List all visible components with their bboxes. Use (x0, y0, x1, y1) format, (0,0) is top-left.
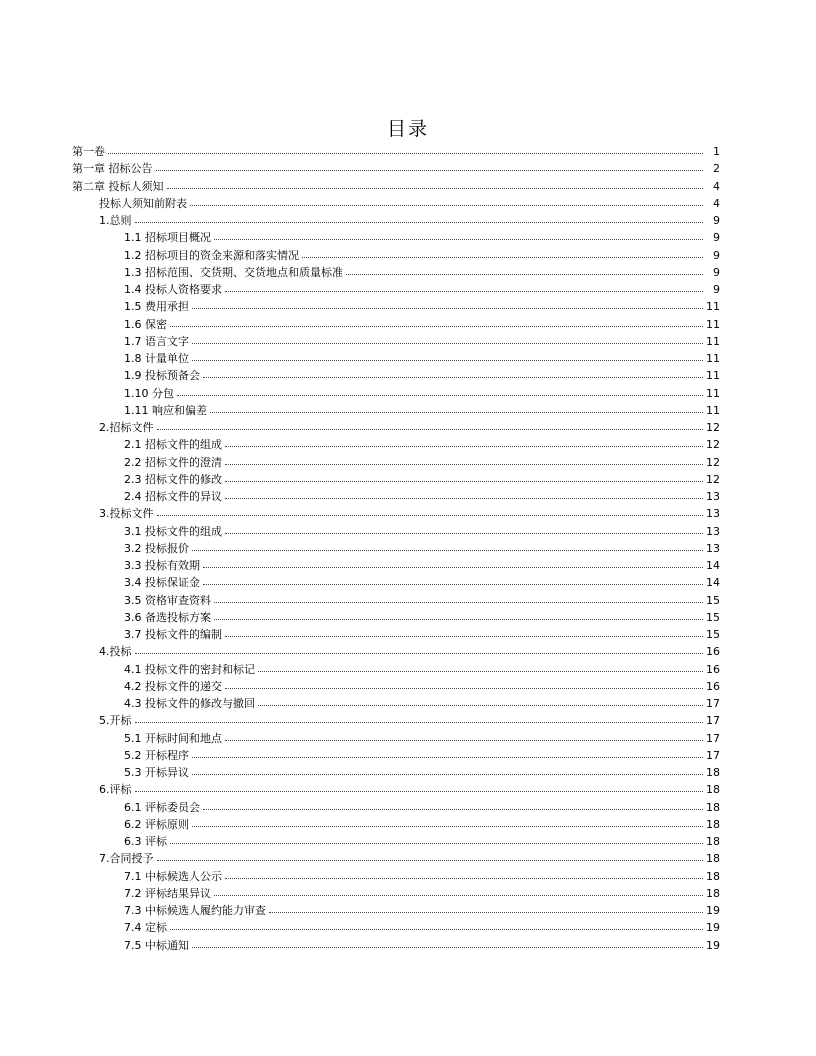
toc-entry-label: 7.2 评标结果异议 (124, 886, 211, 900)
toc-dot-leader (135, 713, 704, 723)
toc-dot-leader (135, 644, 704, 654)
toc-entry-page-number: 12 (706, 438, 720, 452)
toc-entry-page-number: 19 (706, 938, 720, 952)
toc-entry[interactable] (72, 212, 720, 229)
toc-dot-leader (225, 437, 703, 447)
toc-entry[interactable] (72, 540, 720, 557)
toc-entry-label: 1.5 费用承担 (124, 300, 189, 314)
toc-dot-leader (269, 903, 703, 913)
toc-entry-label: 5.开标 (99, 714, 132, 728)
toc-entry-page-number: 1 (713, 145, 720, 158)
toc-entry-label: 1.11 响应和偏差 (124, 403, 207, 417)
toc-dot-leader (157, 851, 704, 861)
toc-entry[interactable] (72, 229, 720, 246)
toc-entry-page-number: 9 (713, 214, 720, 227)
toc-entry[interactable] (72, 661, 720, 678)
toc-entry-page-number: 13 (706, 541, 720, 555)
toc-entry-page-number: 13 (706, 507, 720, 521)
toc-dot-leader (203, 368, 703, 378)
toc-entry-label: 4.1 投标文件的密封和标记 (124, 662, 255, 676)
toc-entry-page-number: 15 (706, 628, 720, 641)
toc-entry-page-number: 17 (706, 697, 720, 710)
toc-entry-label: 2.2 招标文件的澄清 (124, 455, 222, 469)
toc-entry-label: 3.投标文件 (99, 507, 154, 521)
toc-entry-page-number: 11 (706, 334, 720, 348)
toc-entry-page-number: 17 (706, 714, 720, 728)
toc-entry-label: 1.4 投标人资格要求 (124, 283, 222, 296)
toc-entry-page-number: 19 (706, 921, 720, 935)
toc-entry-label: 2.招标文件 (99, 421, 154, 434)
toc-entry-page-number: 11 (706, 352, 720, 365)
toc-dot-leader (302, 248, 703, 258)
toc-dot-leader (214, 886, 703, 896)
toc-entry-label: 4.投标 (99, 645, 132, 659)
toc-entry[interactable] (72, 557, 720, 574)
toc-entry-label: 2.3 招标文件的修改 (124, 472, 222, 486)
toc-entry-label: 6.1 评标委员会 (124, 800, 200, 814)
toc-dot-leader (157, 506, 704, 516)
toc-dot-leader (192, 299, 703, 309)
toc-entry[interactable] (72, 264, 720, 281)
toc-entry-page-number: 11 (706, 403, 720, 417)
toc-entry[interactable] (72, 695, 720, 712)
toc-entry[interactable] (72, 178, 720, 195)
toc-dot-leader (135, 213, 704, 223)
toc-entry-page-number: 4 (713, 179, 720, 193)
toc-entry-page-number: 16 (706, 645, 720, 659)
toc-entry[interactable] (72, 574, 720, 591)
toc-entry-label: 5.3 开标异议 (124, 766, 189, 779)
toc-entry-label: 7.1 中标候选人公示 (124, 869, 222, 883)
toc-entry-label: 7.5 中标通知 (124, 938, 189, 952)
toc-entry[interactable] (72, 471, 720, 488)
toc-dot-leader (157, 420, 704, 430)
toc-entry[interactable] (72, 505, 720, 522)
toc-entry[interactable] (72, 609, 720, 626)
toc-entry[interactable] (72, 937, 720, 954)
toc-entry-label: 6.2 评标原则 (124, 817, 189, 831)
toc-entry-page-number: 16 (706, 662, 720, 676)
toc-entry-label: 3.5 资格审查资料 (124, 593, 211, 607)
toc-entry[interactable] (72, 592, 720, 609)
toc-dot-leader (203, 575, 703, 585)
toc-entry[interactable] (72, 402, 720, 419)
toc-dot-leader (225, 455, 703, 465)
toc-entry[interactable] (72, 643, 720, 660)
toc-entry[interactable] (72, 488, 720, 505)
toc-entry[interactable] (72, 350, 720, 367)
toc-entry-page-number: 2 (713, 162, 720, 176)
toc-dot-leader (225, 627, 703, 637)
toc-entry[interactable] (72, 833, 720, 850)
toc-dot-leader (214, 593, 703, 603)
toc-entry[interactable] (72, 333, 720, 350)
toc-entry-page-number: 18 (706, 852, 720, 866)
toc-entry-label: 第一卷 (72, 145, 105, 158)
toc-entry-label: 6.评标 (99, 783, 132, 797)
toc-entry[interactable] (72, 419, 720, 436)
toc-entry-page-number: 12 (706, 472, 720, 486)
toc-entry-page-number: 14 (706, 559, 720, 572)
toc-entry-label: 3.2 投标报价 (124, 541, 189, 555)
toc-entry[interactable] (72, 367, 720, 384)
toc-entry[interactable] (72, 868, 720, 885)
toc-entry-label: 1.8 计量单位 (124, 352, 189, 365)
toc-entry[interactable] (72, 764, 720, 781)
toc-entry-page-number: 9 (713, 248, 720, 262)
toc-entry[interactable] (72, 160, 720, 177)
toc-entry-page-number: 11 (706, 369, 720, 383)
toc-dot-leader (192, 351, 703, 361)
toc-entry-page-number: 17 (706, 748, 720, 762)
toc-entry-label: 投标人须知前附表 (99, 196, 187, 210)
toc-dot-leader (225, 869, 703, 879)
toc-entry[interactable] (72, 195, 720, 212)
toc-entry-page-number: 13 (706, 524, 720, 538)
toc-dot-leader (210, 403, 703, 413)
toc-dot-leader (167, 179, 704, 189)
page-title: 目录 (386, 118, 429, 140)
toc-entry[interactable] (72, 454, 720, 471)
toc-entry-label: 1.9 投标预备会 (124, 369, 200, 383)
toc-entry[interactable] (72, 850, 720, 867)
toc-dot-leader (170, 920, 703, 930)
toc-entry-label: 7.4 定标 (124, 921, 167, 935)
toc-entry[interactable] (72, 902, 720, 919)
toc-dot-leader (258, 662, 703, 672)
toc-dot-leader (177, 386, 703, 396)
toc-entry-label: 6.3 评标 (124, 835, 167, 848)
toc-entry-page-number: 18 (706, 835, 720, 848)
toc-dot-leader (225, 731, 703, 741)
toc-entry-page-number: 14 (706, 576, 720, 590)
toc-entry-page-number: 13 (706, 490, 720, 503)
toc-dot-leader (192, 817, 703, 827)
toc-dot-leader (156, 161, 704, 171)
toc-entry-label: 2.4 招标文件的异议 (124, 490, 222, 503)
toc-entry[interactable] (72, 678, 720, 695)
toc-entry-label: 2.1 招标文件的组成 (124, 438, 222, 452)
toc-entry-label: 1.10 分包 (124, 386, 174, 400)
table-of-contents (72, 143, 720, 954)
toc-entry-label: 1.1 招标项目概况 (124, 231, 211, 245)
toc-entry-label: 5.2 开标程序 (124, 748, 189, 762)
toc-dot-leader (214, 230, 703, 240)
toc-entry-label: 第一章 招标公告 (72, 162, 153, 176)
toc-entry-label: 1.6 保密 (124, 317, 167, 331)
toc-entry[interactable] (72, 298, 720, 315)
toc-dot-leader (170, 317, 703, 327)
toc-entry-page-number: 9 (713, 265, 720, 279)
toc-entry[interactable] (72, 747, 720, 764)
toc-dot-leader (190, 196, 703, 206)
toc-entry-page-number: 19 (706, 904, 720, 917)
toc-entry-label: 7.3 中标候选人履约能力审查 (124, 904, 266, 917)
toc-entry-page-number: 18 (706, 869, 720, 883)
toc-dot-leader (258, 696, 703, 706)
toc-entry-label: 4.3 投标文件的修改与撤回 (124, 697, 255, 710)
toc-dot-leader (225, 472, 703, 482)
toc-entry-page-number: 4 (713, 196, 720, 210)
toc-entry[interactable] (72, 316, 720, 333)
toc-entry[interactable] (72, 712, 720, 729)
toc-dot-leader (170, 834, 703, 844)
toc-entry-label: 5.1 开标时间和地点 (124, 731, 222, 745)
toc-entry[interactable] (72, 436, 720, 453)
toc-entry[interactable] (72, 143, 720, 160)
toc-dot-leader (346, 265, 703, 275)
toc-dot-leader (108, 144, 703, 154)
toc-dot-leader (192, 748, 703, 758)
toc-entry-label: 3.7 投标文件的编制 (124, 628, 222, 641)
toc-entry-label: 3.4 投标保证金 (124, 576, 200, 590)
toc-entry-page-number: 9 (713, 231, 720, 245)
toc-entry-page-number: 11 (706, 317, 720, 331)
toc-entry-label: 1.3 招标范围、交货期、交货地点和质量标准 (124, 265, 343, 279)
toc-dot-leader (192, 334, 703, 344)
toc-entry[interactable] (72, 781, 720, 798)
toc-entry-label: 第二章 投标人须知 (72, 179, 164, 193)
toc-entry-page-number: 12 (706, 421, 720, 434)
toc-entry[interactable] (72, 799, 720, 816)
toc-entry[interactable] (72, 816, 720, 833)
toc-entry-page-number: 18 (706, 817, 720, 831)
toc-entry-label: 1.2 招标项目的资金来源和落实情况 (124, 248, 299, 262)
toc-dot-leader (225, 524, 703, 534)
toc-entry-label: 7.合同授予 (99, 852, 154, 866)
toc-dot-leader (192, 541, 703, 551)
toc-entry[interactable] (72, 247, 720, 264)
toc-entry-page-number: 9 (713, 283, 720, 296)
toc-dot-leader (203, 558, 703, 568)
toc-dot-leader (192, 765, 703, 775)
toc-dot-leader (135, 782, 704, 792)
toc-entry-label: 3.6 备选投标方案 (124, 610, 211, 624)
toc-entry-page-number: 15 (706, 610, 720, 624)
toc-entry[interactable] (72, 626, 720, 643)
toc-entry-label: 1.总则 (99, 214, 132, 227)
toc-entry[interactable] (72, 730, 720, 747)
toc-dot-leader (192, 938, 703, 948)
toc-entry-page-number: 11 (706, 386, 720, 400)
toc-entry-page-number: 18 (706, 783, 720, 797)
toc-entry[interactable] (72, 885, 720, 902)
toc-dot-leader (203, 800, 703, 810)
toc-entry-page-number: 18 (706, 766, 720, 779)
toc-entry-page-number: 12 (706, 455, 720, 469)
toc-entry-page-number: 17 (706, 731, 720, 745)
toc-entry-page-number: 16 (706, 679, 720, 693)
toc-entry[interactable] (72, 281, 720, 298)
toc-entry[interactable] (72, 385, 720, 402)
toc-entry-page-number: 11 (706, 300, 720, 314)
toc-entry-page-number: 18 (706, 886, 720, 900)
toc-dot-leader (225, 489, 703, 499)
toc-entry-page-number: 18 (706, 800, 720, 814)
toc-dot-leader (214, 610, 703, 620)
toc-entry-label: 3.3 投标有效期 (124, 559, 200, 572)
toc-entry-page-number: 15 (706, 593, 720, 607)
toc-entry-label: 3.1 投标文件的组成 (124, 524, 222, 538)
toc-dot-leader (225, 679, 703, 689)
toc-entry[interactable] (72, 919, 720, 936)
toc-entry[interactable] (72, 523, 720, 540)
toc-entry-label: 1.7 语言文字 (124, 334, 189, 348)
toc-dot-leader (225, 282, 703, 292)
toc-entry-label: 4.2 投标文件的递交 (124, 679, 222, 693)
